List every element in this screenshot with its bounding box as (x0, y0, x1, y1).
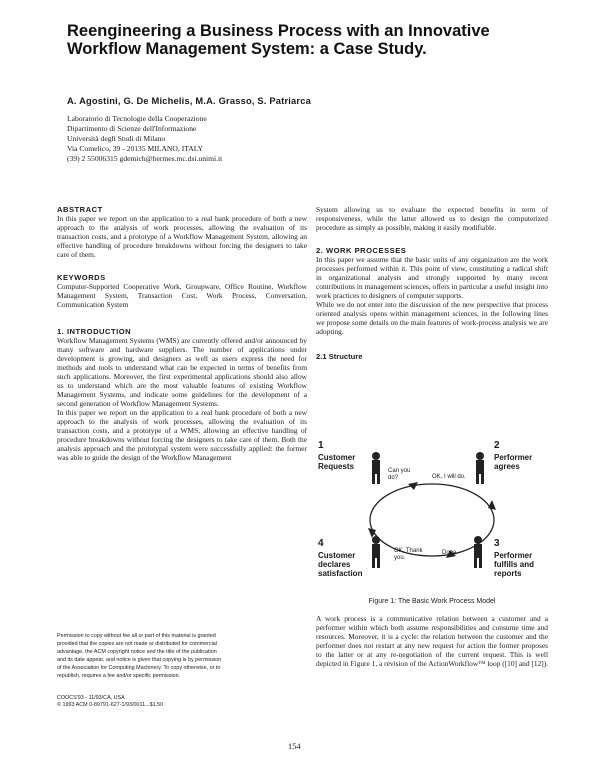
label-line: Requests (318, 462, 355, 471)
step-number-4: 4 (318, 538, 324, 549)
label-line: Customer (318, 453, 356, 462)
speech-bubble-done: Done. (442, 550, 459, 556)
keywords-text: Computer-Supported Cooperative Work, Groupware, Office Routine, Workflow Management System, Transaction Cost, Work Process, Conversation, Communication System (57, 282, 307, 309)
affiliation-contact: (39) 2 55006315 gdemich@hermes.mc.dsi.unimi.it (67, 154, 223, 163)
affiliation-address: Via Comelico, 39 - 20135 MILANO, ITALY (67, 144, 204, 153)
step-label-performer-fulfills (494, 551, 534, 578)
speech-bubble-thanks: OK, Thank you. (394, 548, 423, 561)
customer-figure-bottom (372, 536, 380, 568)
conference-line: COOCS'93 - 11/93/CA, USA (57, 695, 125, 701)
authors: A. Agostini, G. De Michelis, M.A. Grasso, S. Patriarca (67, 96, 311, 106)
speech-bubble-agree: OK, I will do. (432, 474, 466, 480)
affiliation-lab: Laboratorio di Tecnologie della Cooperazione (67, 114, 207, 123)
figure-work-process-model (316, 440, 548, 590)
speech-bubble-request: Can you do? (388, 468, 411, 481)
copyright-notice (57, 695, 307, 709)
figure-caption: Figure 1: The Basic Work Process Model (368, 598, 496, 605)
abstract-text: In this paper we report on the application to a real bank procedure of both a new approach to the analysis of work processes, allowing the evaluation of its transaction costs, and a prototype of a Workflow Management System, allowing an effective handling of procedure breakdowns without forcing the designers to take care of them. (57, 214, 307, 259)
step-label-performer-agrees (494, 453, 532, 471)
work-processes-paragraph-2: While we do not enter into the discussion of the new perspective that process oriented analysis opens within management sciences, in the following lines we propose some details on the main features of work-process analysis we are adopting. (316, 300, 548, 336)
label-line: agrees (494, 462, 520, 471)
label-line: satisfaction (318, 569, 363, 578)
label-line: declares (318, 560, 351, 569)
title-line-2: Workflow Management System: a Case Study. (67, 40, 427, 58)
step-number-3: 3 (494, 538, 500, 549)
label-line: Performer (494, 551, 533, 560)
step-number-1: 1 (318, 440, 324, 451)
paper-title (67, 22, 567, 58)
customer-figure-top (372, 452, 380, 484)
keywords-heading: KEYWORDS (57, 273, 106, 282)
permission-line: Permission to copy without fee all or part of this material is granted (57, 633, 216, 639)
label-line: fulfills and (494, 560, 534, 569)
step-number-2: 2 (494, 440, 500, 451)
affiliation-univ: Università degli Studi di Milano (67, 134, 166, 143)
affiliation-dept: Dipartimento di Scienze dell'Informazione (67, 124, 197, 133)
page-number: 154 (288, 742, 301, 751)
label-line: Customer (318, 551, 356, 560)
intro-heading: 1. INTRODUCTION (57, 327, 132, 336)
structure-heading: 2.1 Structure (316, 352, 363, 361)
permission-line: of the Association for Computing Machinery. To copy otherwise, or to (57, 665, 221, 671)
right-column-lower (316, 614, 548, 668)
performer-figure-bottom (474, 536, 482, 568)
step-label-customer-requests (318, 453, 355, 471)
permission-line: advantage, the ACM copyright notice and the title of the publication (57, 649, 217, 655)
label-line: reports (494, 569, 522, 578)
permission-line: provided that the copies are not made or distributed for commercial (57, 641, 218, 647)
intro-paragraph-1: Workflow Management Systems (WMS) are currently offered and/or announced by many software and hardware suppliers. The number of applications under development is growing, and designers as well as users express the need for methods and tools to understand what can be expected in terms of benefits from such applications. Moreover, the first experimental applications should also allow us to understand which are the most valuable features of existing Workflow Management Systems, and indicate some guidelines for the development of a second generation of Workflow Management Systems. (57, 336, 307, 408)
step-label-customer-satisfaction (318, 551, 362, 578)
work-processes-heading: 2. WORK PROCESSES (316, 246, 407, 255)
permission-line: and its date appear, and notice is given that copying is by permission (57, 657, 222, 663)
permission-notice (57, 632, 307, 680)
label-line: Performer (494, 453, 533, 462)
work-process-definition: A work process is a communicative relation between a customer and a performer within which both assume responsibilities and consume time and resources. Moreover, it is a cycle: the relation between the customer and the performer does not restart at any new request for action the former proposes to the latter or at any re-negotiation of the current request. This is well depicted in Figure 1, a revision of the ActionWorkflow™ loop ([10] and [12]). (316, 614, 549, 668)
title-line-1: Reengineering a Business Process with an Innovative (67, 22, 490, 40)
copyright-line: © 1993 ACM 0-89791-627-1/93/0011...$1.50 (57, 702, 164, 708)
affiliation (67, 114, 327, 164)
left-column (57, 205, 307, 462)
permission-line: republish, requires a fee and/or specific permission. (57, 673, 181, 679)
right-column (316, 205, 548, 361)
intro-paragraph-2: In this paper we report on the application to a real bank procedure of both a new approach to the analysis of work processes, allowing the evaluation of its transaction costs, and a prototype of a WMS, allowing an effective handling of procedure breakdowns without forcing the designers to take care of them. Both the analysis approach and the prototypal system were successfully applied: the former was able to guide the design of the Workflow Management (57, 408, 307, 462)
work-processes-paragraph-1: In this paper we assume that the basic units of any organization are the work processes performed within it. This point of view, constituting a radical shift in organizational analysis and strongly supported by many recent contributions in management sciences, offers in particular a useful insight into work practices to designers of computer supports. (316, 255, 548, 300)
continued-paragraph: System allowing us to evaluate the expected benefits in term of responsiveness, while the latter allowed us to design the computerized procedure as simply as possible, making it easily modifiable. (316, 205, 548, 232)
abstract-heading: ABSTRACT (57, 205, 103, 214)
